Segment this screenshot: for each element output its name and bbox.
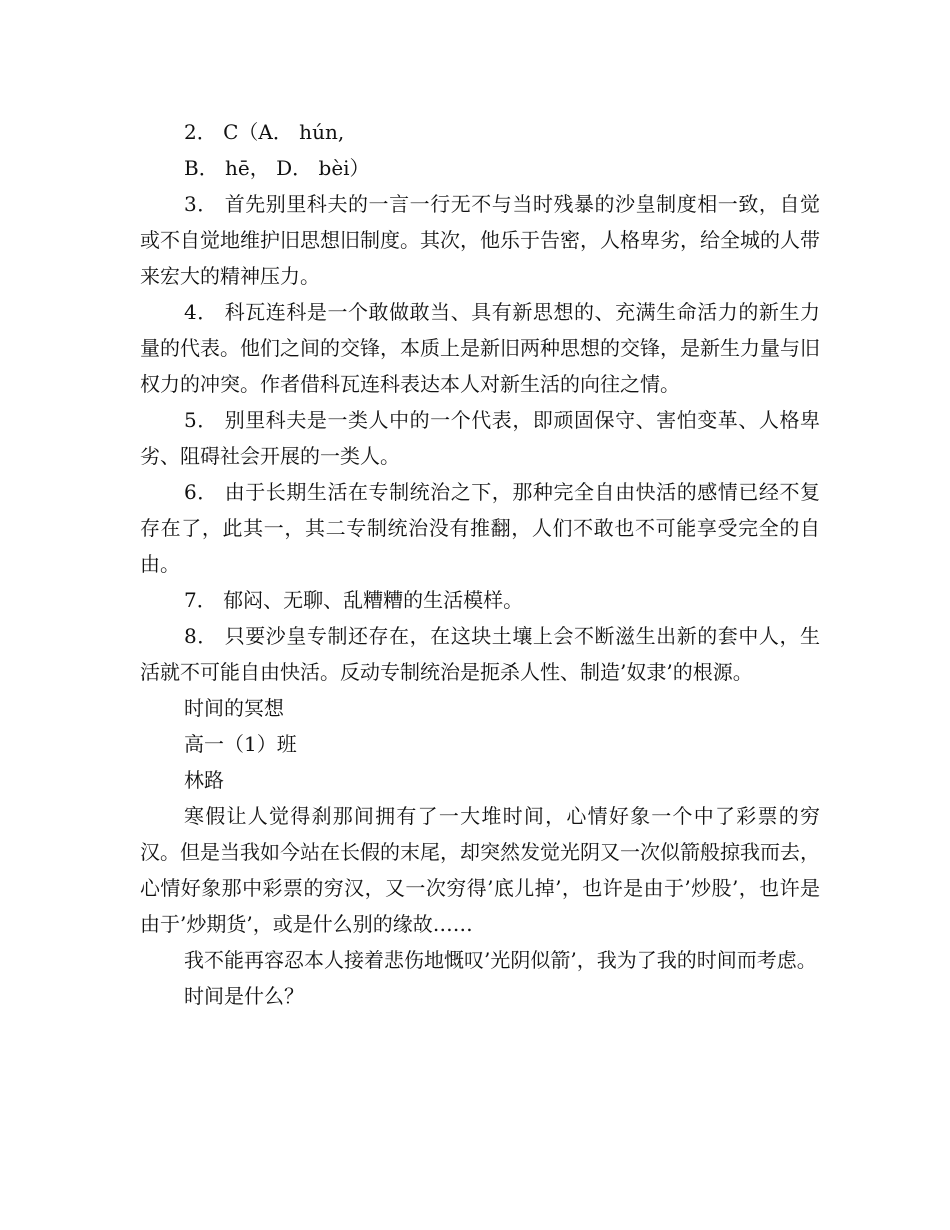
document-body xyxy=(140,114,820,1014)
answer-3: 3． 首先别里科夫的一言一行无不与当时残暴的沙皇制度相一致，自觉或不自觉地维护旧思想旧制度。其次，他乐于告密，人格卑劣，给全城的人带来宏大的精神压力。 xyxy=(140,192,820,288)
answer-2-line-1: 2． C（A． hún, xyxy=(184,120,345,144)
answer-6: 6． 由于长期生活在专制统治之下，那种完全自由快活的感情已经不复存在了，此其一，其二专制统治没有推翻，人们不敢也不可能享受完全的自由。 xyxy=(140,480,820,576)
essay-paragraph-1: 寒假让人觉得刹那间拥有了一大堆时间，心情好象一个中了彩票的穷汉。但是当我如今站在长假的末尾，却突然发觉光阴又一次似箭般掠我而去，心情好象那中彩票的穷汉，又一次穷得’底儿掉’，也许是由于’炒股’，也许是由于’炒期货’，或是什么别的缘故…… xyxy=(140,804,820,936)
answer-4: 4． 科瓦连科是一个敢做敢当、具有新思想的、充满生命活力的新生力量的代表。他们之间的交锋，本质上是新旧两种思想的交锋，是新生力量与旧权力的冲突。作者借科瓦连科表达本人对新生活的向往之情。 xyxy=(140,300,820,396)
essay-author: 林路 xyxy=(184,768,224,792)
essay-class: 高一（1）班 xyxy=(184,732,297,756)
answer-8: 8． 只要沙皇专制还存在，在这块土壤上会不断滋生出新的套中人，生活就不可能自由快活。反动专制统治是扼杀人性、制造’奴隶’的根源。 xyxy=(140,624,820,684)
essay-paragraph-2: 我不能再容忍本人接着悲伤地慨叹’光阴似箭’，我为了我的时间而考虑。 xyxy=(184,948,817,972)
essay-paragraph-3: 时间是什么？ xyxy=(184,984,304,1008)
answer-2-line-2: B． hē， D． bèi） xyxy=(184,156,370,180)
answer-5: 5． 别里科夫是一类人中的一个代表，即顽固保守、害怕变革、人格卑劣、阻碍社会开展的一类人。 xyxy=(140,408,820,468)
answer-7: 7． 郁闷、无聊、乱糟糟的生活模样。 xyxy=(184,588,524,612)
essay-title: 时间的冥想 xyxy=(184,696,284,720)
